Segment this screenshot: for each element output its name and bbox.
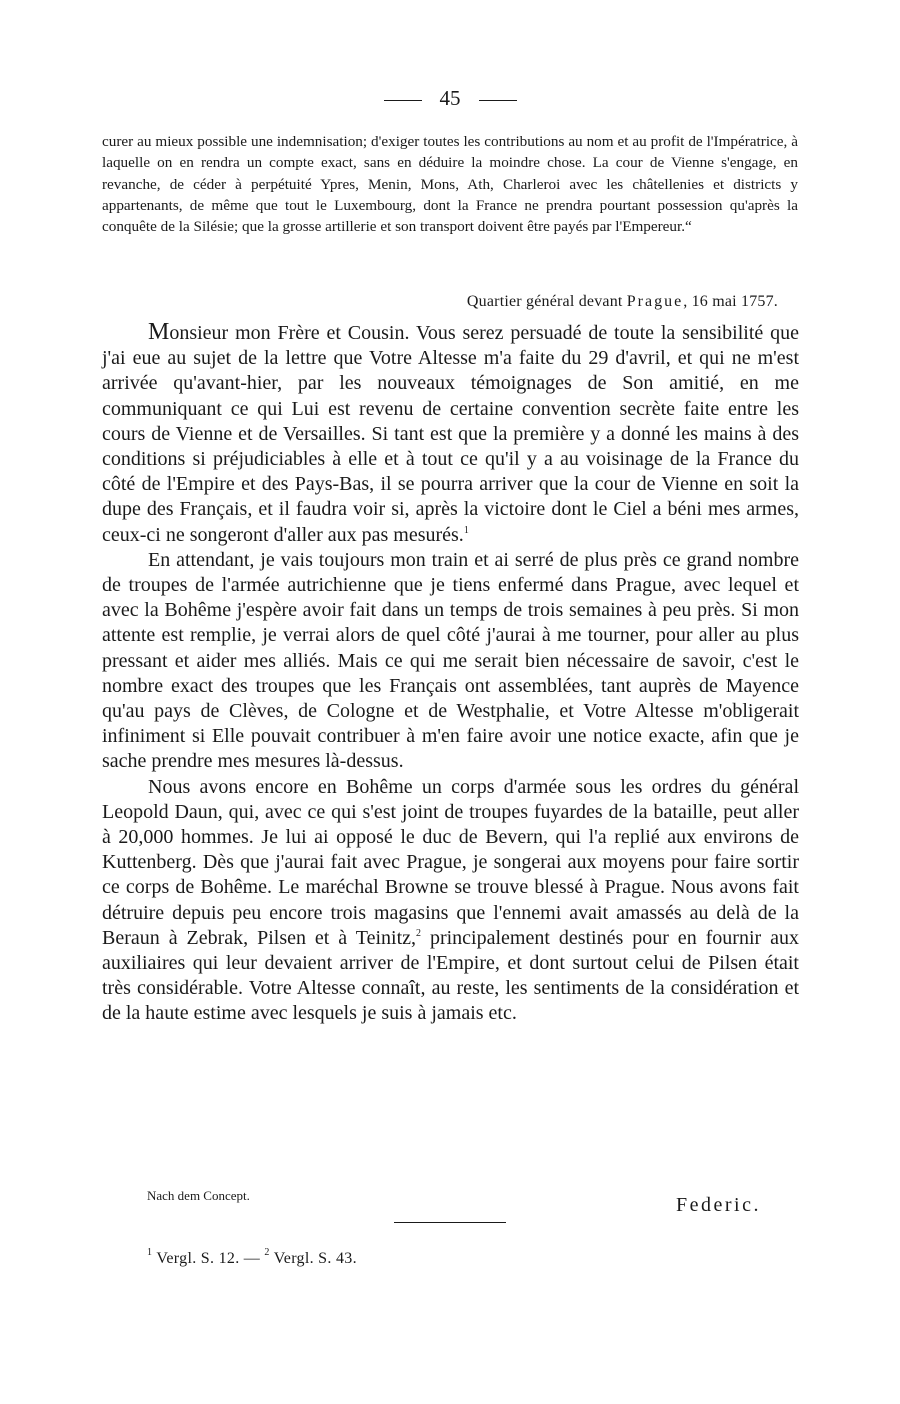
quoted-treaty-text: curer au mieux possible une indemnisation; d'exiger toutes les contributions au nom et au profit de l'Impératrice, à laquelle on en rendra un compte exact, sans en déduire la moindre chose. La cour de Vienne s'engage, en revanche, de céder à perpétuité Ypres, Menin, Mons, Ath, Charleroi avec les châtellenies et districts y appartenants, de même que tout le Luxembourg, dont la France ne prendra pourtant possession qu'après la conquête de la Silésie; que la grosse artillerie et son transport doivent être payés par l'Empereur.“ bbox=[102, 133, 798, 236]
page-number-left-rule bbox=[384, 100, 422, 101]
footnotes bbox=[147, 1247, 357, 1268]
letter-paragraph-2: En attendant, je vais toujours mon train et ai serré de plus près ce grand nombre de troupes de l'armée autrichienne que je tiens enfermé dans Prague, avec lequel et avec la Bohême j'espère avoir fait dans un temps de trois semaines à peu près. Si mon attente est remplie, je verrai alors de quel côté j'aurai à me tourner, pour aller au plus pressant et aider mes alliés. Mais ce qui me serait bien nécessaire de savoir, c'est le nombre exact des troupes que les Français ont assemblées, tant auprès de Mayence qu'au pays de Clèves, de Cologne et de Westphalie, et Votre Altesse m'obligerait infiniment si Elle pouvait contribuer à m'en faire avoir une notice exacte, afin que je sache prendre mes mesures là-dessus. bbox=[102, 548, 799, 773]
footnote-ref-1: 1 bbox=[463, 524, 469, 536]
letter-paragraph-1 bbox=[102, 320, 799, 548]
footnote-text-1: Vergl. S. 12. — bbox=[152, 1250, 265, 1267]
dateline-date: , 16 mai 1757. bbox=[683, 293, 778, 310]
paragraph-3-text-b: principalement destinés pour en fournir aux auxiliaires qui leur devaient arriver de l'Empire, et dont surtout celui de Pilsen était très considérable. Votre Altesse connaît, au reste, les sentiments de la considération et de la haute estime avec lesquels je suis à jamais etc. bbox=[102, 926, 799, 1025]
footnote-ref-2: 2 bbox=[416, 927, 421, 939]
letter-body bbox=[102, 320, 799, 1027]
paragraph-3-text-a: Nous avons encore en Bohême un corps d'armée sous les ordres du général Leopold Daun, qui, avec ce qui s'est joint de troupes fuyardes de la bataille, peut aller à 20,000 hommes. Je lui ai opposé le duc de Bevern, qui l'a replié aux environs de Kuttenberg. Dès que j'aurai fait avec Prague, je songerai aux moyens pour faire sortir ce corps de Bohême. Le maréchal Browne se trouve blessé à Prague. Nous avons fait détruire depuis peu encore trois magasins que l'ennemi avait amassés au delà de la Beraun à Zebrak, Pilsen et à Teinitz, bbox=[102, 775, 799, 949]
dateline-place: Prague bbox=[626, 293, 684, 310]
letter-paragraph-3 bbox=[102, 775, 799, 1027]
signature: Federic. bbox=[676, 1194, 761, 1216]
paragraph-1-text: Monsieur mon Frère et Cousin. Vous serez persuadé de toute la sensibilité que j'ai eue au sujet de la lettre que Votre Altesse m'a faite du 29 d'avril, et qui ne m'est arrivée qu'avant-hier, par les nouveaux témoignages de Son amitié, en me communiquant ce qui Lui est revenu de certaine convention secrète faite entre les cours de Vienne et de Versailles. Si tant est que la première y a donné les mains à des conditions si préjudiciables à elle et à tout ce qu'il y a au voisinage de la France du côté de l'Empire et des Pays-Bas, il se pourra arriver que la cour de Vienne en soit la dupe des Français, et il faudra voir si, après la victoire dont le Ciel a béni mes armes, ceux-ci ne songeront d'aller aux pas mesurés. bbox=[102, 319, 799, 546]
page-number-right-rule bbox=[479, 100, 517, 101]
footnote-separator bbox=[394, 1222, 506, 1223]
page-number bbox=[0, 86, 900, 111]
footnote-marker-2: 2 bbox=[264, 1247, 270, 1258]
footnote-text-2: Vergl. S. 43. bbox=[269, 1250, 357, 1267]
footnote-marker-1: 1 bbox=[147, 1247, 153, 1258]
page-number-text: 45 bbox=[439, 86, 461, 110]
dateline-prefix: Quartier général devant bbox=[466, 293, 627, 310]
source-note: Nach dem Concept. bbox=[147, 1188, 250, 1203]
letter-dateline bbox=[102, 293, 778, 311]
